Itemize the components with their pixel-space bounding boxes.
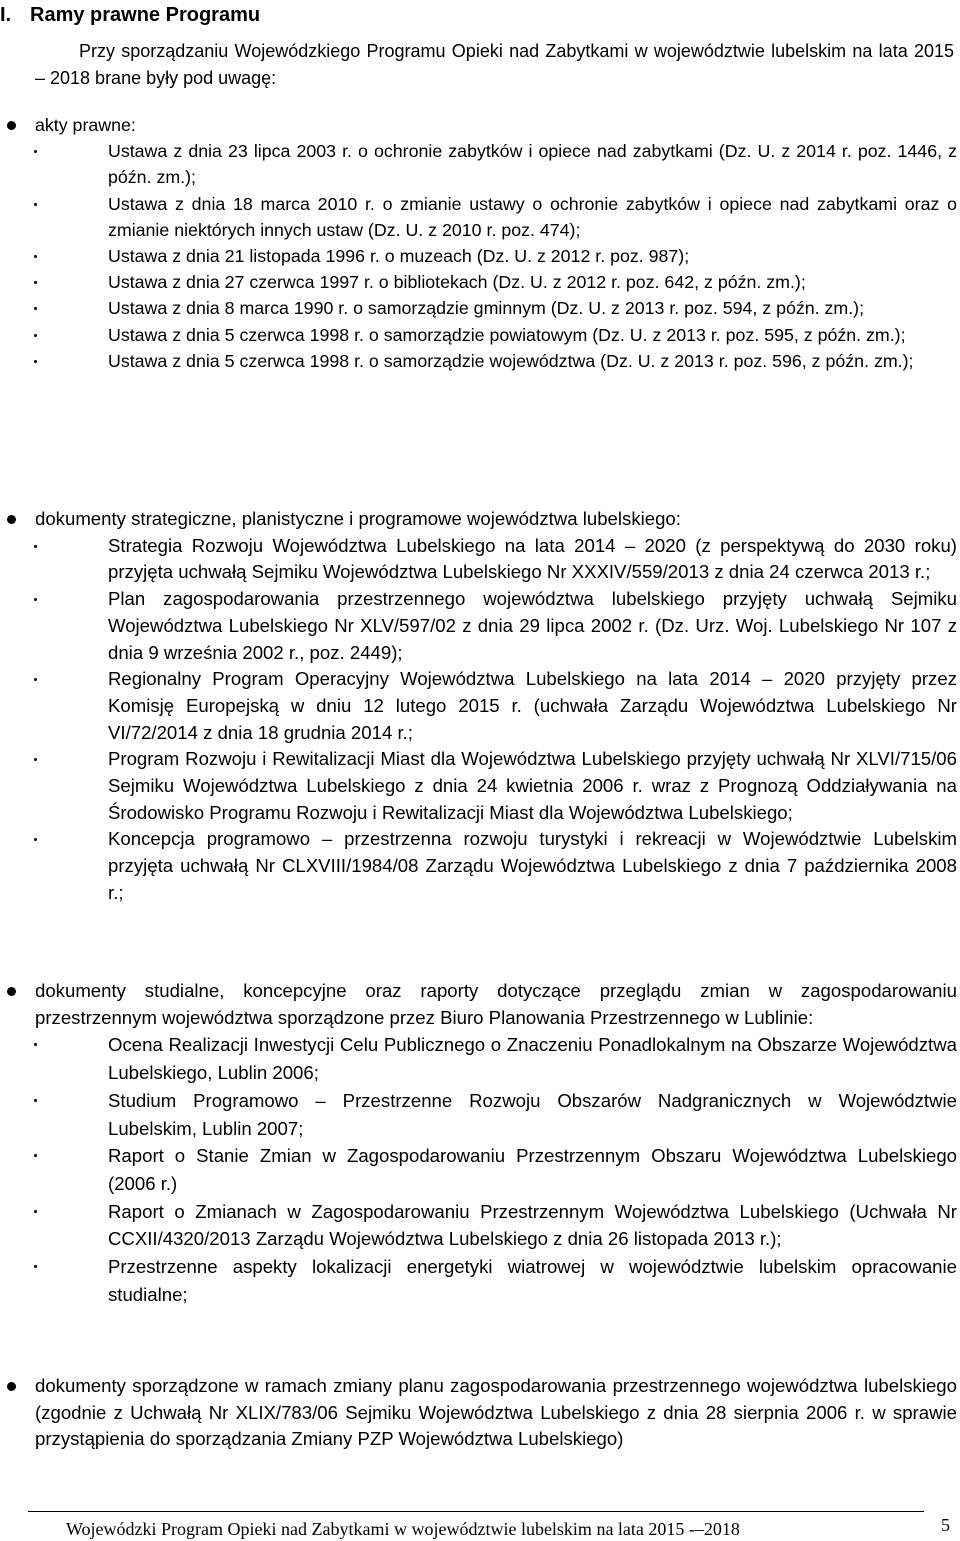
dot-icon [34, 1099, 37, 1102]
dot-icon [34, 203, 37, 206]
section-label: dokumenty studialne, koncepcyjne oraz raporty dotyczące przeglądu zmian w zagospodarowaniu przestrzennym województwa sporządzone przez Biuro Planowania Przestrzennego w Lublinie: [35, 980, 957, 1028]
section-plan-change-documents [35, 1373, 957, 1453]
dot-icon [34, 1154, 37, 1157]
bullet-icon [7, 987, 16, 996]
list-item: Ustawa z dnia 18 marca 2010 r. o zmianie ustawy o ochronie zabytków i opiece nad zabytkami oraz o zmianie niektórych innych ustaw (Dz. U. z 2010 r. poz. 474); [34, 191, 957, 243]
chapter-heading [0, 3, 260, 27]
study-documents-list [35, 1031, 957, 1308]
list-item: Ustawa z dnia 27 czerwca 1997 r. o bibliotekach (Dz. U. z 2012 r. poz. 642, z późn. zm.); [34, 269, 957, 295]
list-item: Ustawa z dnia 21 listopada 1996 r. o muzeach (Dz. U. z 2012 r. poz. 987); [34, 243, 957, 269]
list-item: Ustawa z dnia 5 czerwca 1998 r. o samorządzie województwa (Dz. U. z 2013 r. poz. 596, z późn. zm.); [34, 348, 957, 374]
list-item: Ustawa z dnia 23 lipca 2003 r. o ochronie zabytków i opiece nad zabytkami (Dz. U. z 2014 r. poz. 1446, z późn. zm.); [34, 138, 957, 190]
dot-icon [34, 255, 37, 258]
list-item: Ustawa z dnia 5 czerwca 1998 r. o samorządzie powiatowym (Dz. U. z 2013 r. poz. 595, z późn. zm.); [34, 322, 957, 348]
list-item: Koncepcja programowo – przestrzenna rozwoju turystyki i rekreacji w Województwie Lubelskim przyjęta uchwałą Nr CLXVIII/1984/08 Zarządu Województwa Lubelskiego z dnia 7 października 2008 r.; [34, 826, 957, 906]
dot-icon [34, 1265, 37, 1268]
dot-icon [34, 307, 37, 310]
section-study-documents [35, 978, 957, 1308]
chapter-title: Ramy prawne Programu [30, 4, 261, 26]
list-item: Plan zagospodarowania przestrzennego województwa lubelskiego przyjęty uchwałą Sejmiku Województwa Lubelskiego Nr XLV/597/02 z dnia 29 lipca 2002 r. (Dz. Urz. Woj. Lubelskiego Nr 107 z dnia 9 września 2002 r., poz. 2449); [34, 586, 957, 666]
bullet-icon [7, 515, 16, 524]
list-item: Program Rozwoju i Rewitalizacji Miast dla Województwa Lubelskiego przyjęty uchwałą Nr XLVI/715/06 Sejmiku Województwa Lubelskiego z dnia 24 kwietnia 2006 r. wraz z Prognozą Oddziaływania na Środowisko Programu Rozwoju i Rewitalizacji Miast dla Województwa Lubelskiego; [34, 746, 957, 826]
dot-icon [34, 281, 37, 284]
list-item: Przestrzenne aspekty lokalizacji energetyki wiatrowej w województwie lubelskim opracowanie studialne; [34, 1253, 957, 1308]
list-item: Raport o Zmianach w Zagospodarowaniu Przestrzennym Województwa Lubelskiego (Uchwała Nr CCXII/4320/2013 Zarządu Województwa Lubelskiego z dnia 26 listopada 2013 r.); [34, 1198, 957, 1253]
section-label: akty prawne: [35, 115, 136, 135]
list-item: Raport o Stanie Zmian w Zagospodarowaniu Przestrzennym Obszaru Województwa Lubelskiego (2006 r.) [34, 1142, 957, 1197]
list-item: Ustawa z dnia 8 marca 1990 r. o samorządzie gminnym (Dz. U. z 2013 r. poz. 594, z późn. zm.); [34, 295, 957, 321]
footer-divider [28, 1511, 924, 1512]
dot-icon [34, 1210, 37, 1213]
list-item: Studium Programowo – Przestrzenne Rozwoju Obszarów Nadgranicznych w Województwie Lubelskim, Lublin 2007; [34, 1087, 957, 1142]
dot-icon [34, 1043, 37, 1046]
intro-paragraph: Przy sporządzaniu Wojewódzkiego Programu Opieki nad Zabytkami w województwie lubelskim na lata 2015 – 2018 brane były pod uwagę: [35, 41, 954, 88]
footer-title: Wojewódzki Program Opieki nad Zabytkami w województwie lubelskim na lata 2015 -–2018 [66, 1519, 740, 1539]
section-legal-acts [35, 112, 957, 374]
dot-icon [34, 598, 37, 601]
dot-icon [34, 678, 37, 681]
section-label: dokumenty sporządzone w ramach zmiany planu zagospodarowania przestrzennego województwa lubelskiego (zgodnie z Uchwałą Nr XLIX/783/06 Sejmiku Województwa Lubelskiego z dnia 28 sierpnia 2006 r. w sprawie przystąpienia do sporządzania Zmiany PZP Województwa Lubelskiego) [35, 1375, 957, 1450]
dot-icon [34, 545, 37, 548]
list-item: Ocena Realizacji Inwestycji Celu Publicznego o Znaczeniu Ponadlokalnym na Obszarze Województwa Lubelskiego, Lublin 2006; [34, 1031, 957, 1086]
strategic-documents-list [35, 533, 957, 907]
bullet-icon [7, 1382, 16, 1391]
section-strategic-documents [35, 506, 957, 907]
dot-icon [34, 150, 37, 153]
dot-icon [34, 838, 37, 841]
section-label: dokumenty strategiczne, planistyczne i programowe województwa lubelskiego: [35, 508, 681, 529]
bullet-icon [7, 121, 16, 130]
legal-acts-list [35, 138, 957, 374]
list-item: Strategia Rozwoju Województwa Lubelskiego na lata 2014 – 2020 (z perspektywą do 2030 roku) przyjęta uchwałą Sejmiku Województwa Lubelskiego Nr XXXIV/559/2013 z dnia 24 czerwca 2013 r.; [34, 533, 957, 586]
chapter-number: I. [0, 4, 12, 26]
dot-icon [34, 758, 37, 761]
dot-icon [34, 360, 37, 363]
page-number: 5 [941, 1515, 950, 1535]
list-item: Regionalny Program Operacyjny Województwa Lubelskiego na lata 2014 – 2020 przyjęty przez Komisję Europejską w dniu 12 lutego 2015 r. (uchwała Zarządu Województwa Lubelskiego Nr VI/72/2014 z dnia 18 grudnia 2014 r.; [34, 666, 957, 746]
dot-icon [34, 334, 37, 337]
